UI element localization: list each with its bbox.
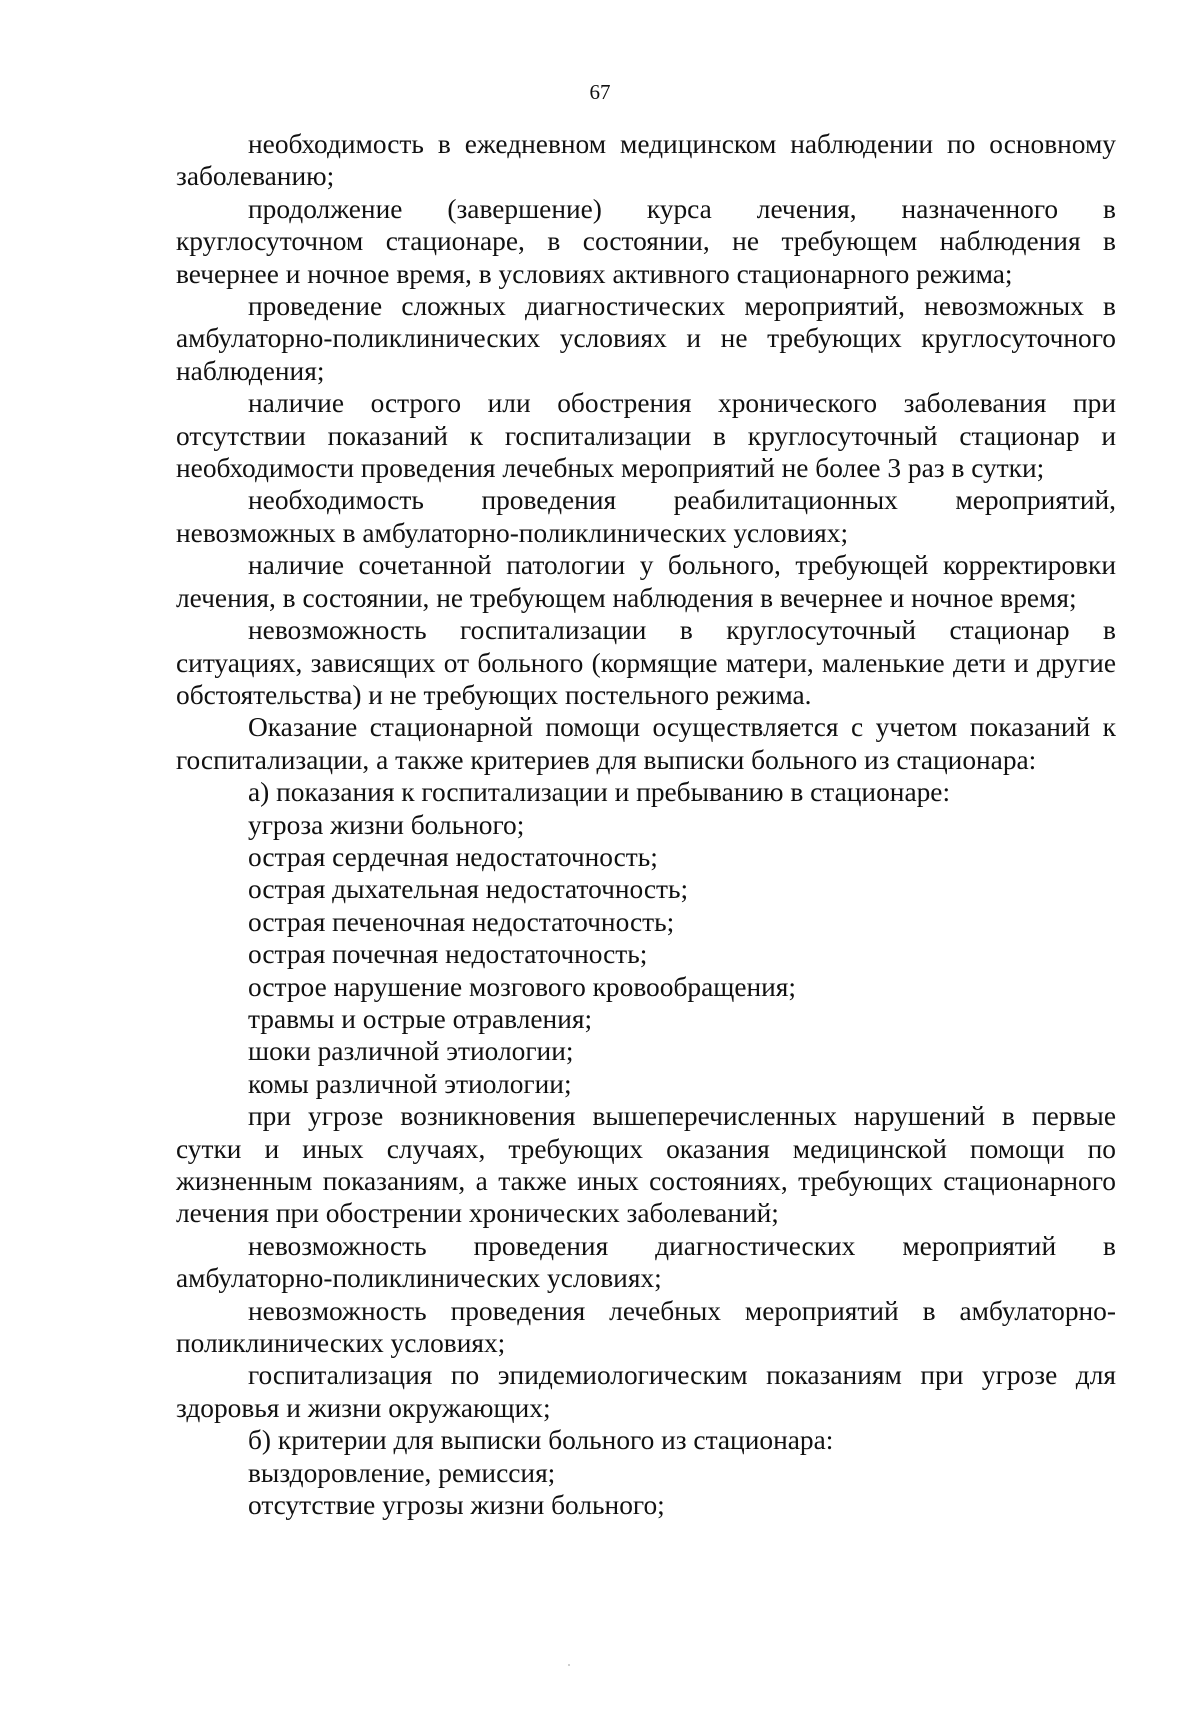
paragraph: продолжение (завершение) курса лечения, назначенного в круглосуточном стационаре, в состоянии, не требующем наблюдения в вечернее и ночное время, в условиях активного стационарного режима; [176, 193, 1116, 289]
document-body [176, 128, 1116, 1521]
paragraph: невозможность госпитализации в круглосуточный стационар в ситуациях, зависящих от больного (кормящие матери, маленькие дети и другие обстоятельства) и не требующих постельного режима. [176, 615, 1116, 710]
paragraph: невозможность проведения диагностических мероприятий в амбулаторно-поликлинических условиях; [176, 1230, 1116, 1294]
list-item: острая печеночная недостаточность; [248, 906, 675, 937]
list-item: угроза жизни больного; [248, 809, 525, 840]
scan-artifact [568, 1664, 570, 1666]
list-item: выздоровление, ремиссия; [248, 1457, 556, 1488]
list-heading: а) показания к госпитализации и пребыванию в стационаре: [248, 777, 951, 808]
list-item: отсутствие угрозы жизни больного; [248, 1490, 665, 1521]
list-item: травмы и острые отравления; [248, 1003, 593, 1034]
paragraph: наличие острого или обострения хронического заболевания при отсутствии показаний к госпитализации в круглосуточный стационар и необходимости проведения лечебных мероприятий не более 3 раз в сутки; [176, 388, 1116, 484]
paragraph: необходимость в ежедневном медицинском наблюдении по основному заболеванию; [176, 129, 1116, 192]
list-item: острое нарушение мозгового кровообращения; [248, 971, 797, 1002]
list-item: острая дыхательная недостаточность; [248, 874, 689, 905]
paragraph: при угрозе возникновения вышеперечисленных нарушений в первые сутки и иных случаях, требующих оказания медицинской помощи по жизненным показаниям, а также иных состояниях, требующих стационарного лечения при обострении хронических заболеваний; [176, 1101, 1116, 1229]
list-heading: б) критерии для выписки больного из стационара: [248, 1425, 834, 1456]
paragraph: госпитализация по эпидемиологическим показаниям при угрозе для здоровья и жизни окружающих; [176, 1360, 1116, 1423]
page-number: 67 [589, 80, 611, 104]
list-item: острая почечная недостаточность; [248, 939, 648, 970]
paragraph: наличие сочетанной патологии у больного, требующей корректировки лечения, в состоянии, не требующем наблюдения в вечернее и ночное время; [176, 550, 1116, 613]
paragraph: проведение сложных диагностических мероприятий, невозможных в амбулаторно-поликлинических условиях и не требующих круглосуточного наблюдения; [176, 291, 1116, 386]
paragraph: невозможность проведения лечебных мероприятий в амбулаторно-поликлинических условиях; [176, 1295, 1116, 1359]
paragraph: Оказание стационарной помощи осуществляется с учетом показаний к госпитализации, а также критериев для выписки больного из стационара: [176, 712, 1116, 775]
paragraph: необходимость проведения реабилитационных мероприятий, невозможных в амбулаторно-поликлинических условиях; [176, 485, 1116, 548]
list-item: комы различной этиологии; [248, 1068, 572, 1099]
list-item: шоки различной этиологии; [248, 1036, 574, 1067]
list-item: острая сердечная недостаточность; [248, 841, 658, 872]
